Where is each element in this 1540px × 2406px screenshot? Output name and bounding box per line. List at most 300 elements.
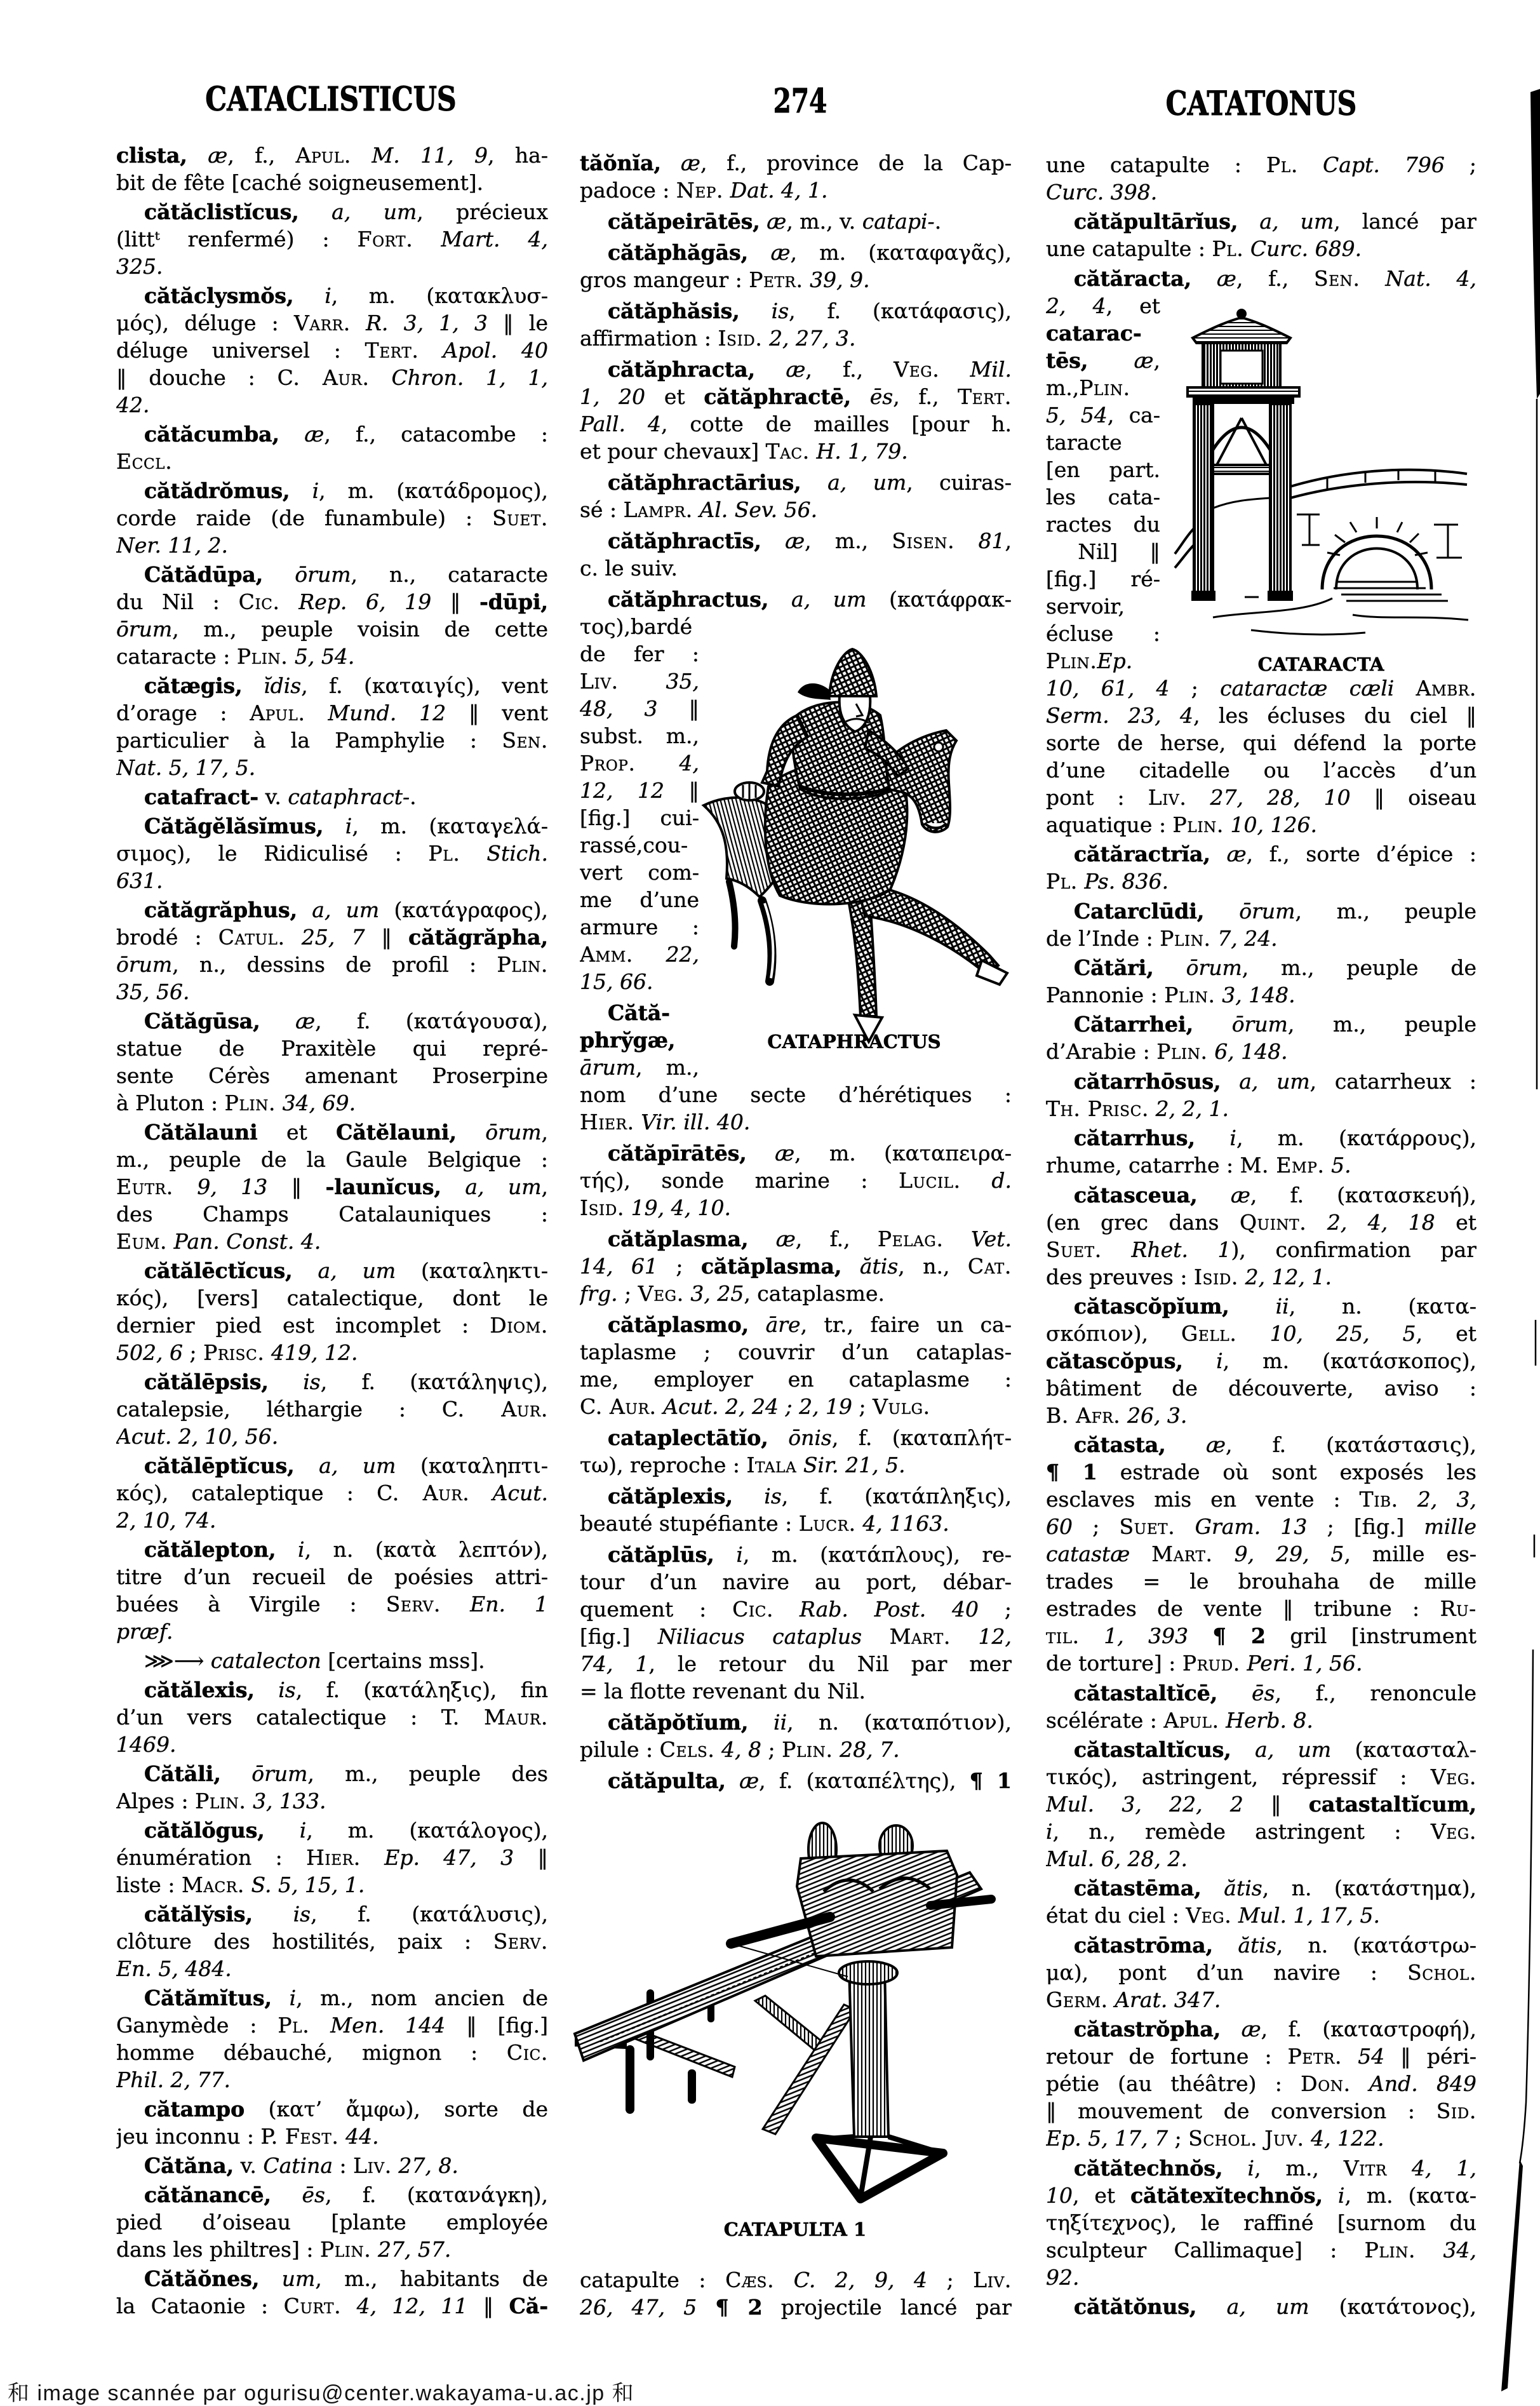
dictionary-entry xyxy=(116,420,548,475)
text-run: 27, 8. xyxy=(398,2153,459,2178)
text-run: Petr. xyxy=(1287,2044,1342,2069)
text-run: 26, 47, 5 xyxy=(580,2295,697,2320)
text-run: une catapulte : xyxy=(1046,236,1212,262)
text-run: catalepsie, léthargie : xyxy=(116,1397,442,1421)
dictionary-entry xyxy=(580,1541,1012,1705)
entry-headline xyxy=(1046,2015,1476,2043)
text-run: Cătăgūsa, xyxy=(144,1009,260,1033)
text-run xyxy=(1238,1265,1245,1289)
text-run: Catul. xyxy=(218,925,285,950)
text-run: cătăplasmo, xyxy=(608,1312,749,1337)
text-run xyxy=(361,1845,384,1870)
text-run: 10, 25, 5 xyxy=(1269,1321,1416,1346)
text-run: catalecton xyxy=(210,1648,321,1673)
cataphractus-illustration xyxy=(699,635,1010,1042)
text-run: tăŏnĭa, xyxy=(580,151,662,175)
text-run: Lucil. xyxy=(899,1168,961,1193)
dictionary-entry xyxy=(116,1452,548,1534)
text-run: 10, 61, 4 xyxy=(1046,675,1170,701)
entry-headline xyxy=(116,1536,548,1563)
text-run: cataractæ cæli xyxy=(1220,675,1395,701)
text-run: 4, 1163. xyxy=(862,1511,949,1536)
entry-headline xyxy=(116,1984,548,2012)
entry-line xyxy=(580,2266,1012,2294)
text-run: Plin. xyxy=(236,644,288,669)
text-run: i xyxy=(1229,1126,1236,1151)
entry-line xyxy=(1046,1763,1476,1791)
text-run xyxy=(280,589,299,614)
text-run xyxy=(851,384,870,409)
text-run: Cătăŏnes, xyxy=(144,2266,260,2291)
text-run: Mul. 6, 28, 2. xyxy=(1046,1846,1188,1872)
text-run xyxy=(1304,2126,1311,2151)
text-run: Isid. xyxy=(580,1195,625,1220)
text-run: cătastaltĭcus, xyxy=(1074,1737,1231,1763)
entry-line xyxy=(580,1623,1012,1650)
entry-line xyxy=(580,496,1012,523)
text-run: subst. m., xyxy=(580,723,699,748)
text-run: (littᵗ renfermé) : xyxy=(116,227,358,252)
text-run: ; xyxy=(761,1737,782,1762)
text-run xyxy=(392,2153,399,2178)
entry-line xyxy=(116,1339,548,1366)
entry-line xyxy=(116,337,548,364)
entry-line xyxy=(116,1844,548,1871)
text-run: ractes du xyxy=(1046,511,1160,537)
text-run: 35, xyxy=(666,669,699,694)
text-run: v. xyxy=(234,2153,264,2178)
text-run: i xyxy=(299,1818,307,1843)
entry-line xyxy=(580,886,699,913)
text-run: à Pluton : xyxy=(116,1091,225,1115)
text-run: τω), reproche : xyxy=(580,1453,747,1477)
text-run: 325. xyxy=(116,254,163,279)
text-run: Mart. 4, xyxy=(441,227,548,252)
dictionary-entry xyxy=(1046,1874,1476,1929)
text-run xyxy=(1243,236,1250,261)
text-run: a, um xyxy=(318,1258,396,1283)
text-run xyxy=(441,1592,470,1616)
entry-line xyxy=(116,448,548,475)
text-run: . xyxy=(934,209,942,234)
entry-headline xyxy=(580,1225,1012,1253)
entry-headline xyxy=(116,282,548,309)
text-run: cătăphractē, xyxy=(704,384,852,409)
text-run xyxy=(351,143,372,168)
text-run: d’un vers catalectique : xyxy=(116,1705,441,1730)
text-run xyxy=(271,2182,302,2207)
text-run: Cătă- xyxy=(608,1000,670,1025)
text-run: servoir, xyxy=(1046,593,1125,619)
text-run: 12, 12 xyxy=(580,778,664,803)
text-run: σιμος), le Ridiculisé : xyxy=(116,841,429,866)
entry-line xyxy=(580,1451,1012,1479)
dictionary-entry xyxy=(580,297,1012,352)
text-run: pétie (au théâtre) : xyxy=(1046,2071,1301,2097)
dictionary-entry xyxy=(116,198,548,280)
text-run xyxy=(768,587,791,612)
water xyxy=(1213,582,1468,635)
text-run: En. 1 xyxy=(470,1592,548,1616)
text-run: , f. (κατάληψις), xyxy=(320,1369,548,1394)
text-run: Peri. 1, 56. xyxy=(1247,1651,1363,1676)
text-run: cătăpeirātēs, xyxy=(608,209,760,234)
text-run: æ xyxy=(770,240,791,265)
text-run: aquatique : xyxy=(1046,812,1173,837)
entry-headline xyxy=(580,999,699,1026)
entry-line xyxy=(116,1173,548,1200)
text-run: Fort. xyxy=(357,227,413,252)
text-run xyxy=(773,1597,800,1622)
text-run: Eutr. xyxy=(116,1174,173,1199)
text-run: d’Arabie : xyxy=(1046,1039,1157,1065)
scan-credit: 和 image scannée par ogurisu@center.wakayama-u.ac.jp 和 xyxy=(8,2381,635,2405)
text-run: , m. (κατάπλους), re- xyxy=(742,1542,1012,1567)
entry-line xyxy=(580,1736,1012,1763)
page-number: 274 xyxy=(773,82,827,121)
entry-line xyxy=(1046,456,1160,483)
text-run: Varr. xyxy=(294,311,351,335)
text-run: ēs xyxy=(1251,1680,1275,1705)
text-run xyxy=(285,925,302,950)
text-run: , m., peuple xyxy=(1287,1012,1476,1037)
text-run: Acut. 2, 10, 56. xyxy=(116,1424,279,1449)
entry-line xyxy=(116,1871,548,1899)
text-run: Plin. xyxy=(195,1789,246,1813)
text-run: i xyxy=(289,1986,297,2010)
dictionary-entry xyxy=(116,142,548,196)
text-run: catastaltĭcum, xyxy=(1308,1792,1476,1817)
entry-line xyxy=(1046,1595,1476,1622)
entry-line xyxy=(580,2294,1012,2321)
entry-headline xyxy=(1046,954,1476,981)
text-run: Acut. 2, 24 ; 2, 19 xyxy=(663,1394,853,1419)
entry-headline xyxy=(1046,1124,1476,1152)
text-run: æ xyxy=(1205,1432,1226,1458)
entry-line xyxy=(116,1228,548,1255)
text-run: , f., xyxy=(1236,265,1314,291)
text-run: ēs xyxy=(869,384,894,409)
entry-line xyxy=(116,1423,548,1450)
text-run: Rhet. 1 xyxy=(1131,1237,1231,1262)
text-run: Cels. xyxy=(659,1737,715,1762)
text-run: i xyxy=(345,814,352,838)
text-run xyxy=(768,1425,789,1450)
entry-line xyxy=(1046,981,1476,1009)
text-run: Lucr. xyxy=(798,1511,856,1536)
entry-line xyxy=(116,2292,548,2320)
entry-headline xyxy=(580,469,1012,496)
text-run: cătătŏnus, xyxy=(1074,2294,1197,2320)
support-struts xyxy=(755,1996,855,2134)
entry-headline xyxy=(116,896,548,924)
text-run: Gell. xyxy=(1181,1321,1237,1346)
entry-line xyxy=(1046,1540,1476,1568)
text-run xyxy=(954,528,978,553)
entry-line xyxy=(580,1338,1012,1366)
text-run xyxy=(1351,2071,1369,2096)
text-run: cataplectātĭo, xyxy=(608,1425,768,1450)
dictionary-entry xyxy=(580,469,1012,523)
text-run: Ep. 47, 3 xyxy=(384,1845,514,1870)
text-run xyxy=(351,311,366,335)
entry-headline xyxy=(1046,1431,1476,1458)
text-run xyxy=(1231,1903,1238,1928)
text-run xyxy=(221,1761,251,1786)
entry-line xyxy=(580,266,1012,293)
text-run: Petr. xyxy=(749,267,803,292)
text-run xyxy=(1080,1623,1104,1648)
text-run: cătăphractārius, xyxy=(608,470,801,495)
text-run: tour d’un navire au port, débar- xyxy=(580,1569,1012,1594)
text-run xyxy=(748,1227,775,1251)
entry-line xyxy=(116,532,548,559)
text-run: catastæ xyxy=(1046,1542,1130,1567)
text-run xyxy=(276,1091,283,1115)
dictionary-entry xyxy=(116,896,548,1005)
text-run: 1469. xyxy=(116,1732,177,1757)
text-run: 4, 1, xyxy=(1412,2155,1476,2181)
entry-line xyxy=(116,364,548,391)
text-run: ōrum xyxy=(1186,955,1242,980)
text-run: Amm. xyxy=(580,942,634,967)
text-run xyxy=(295,1453,319,1478)
text-run: Plin. xyxy=(1364,2237,1416,2262)
text-run xyxy=(862,1624,889,1649)
entry-line xyxy=(580,695,699,722)
text-run: 3, 25 xyxy=(690,1281,744,1306)
text-run xyxy=(1224,812,1231,837)
text-run: quement : xyxy=(580,1597,733,1622)
text-run xyxy=(1342,2044,1358,2069)
text-run: cătastaltĭcē, xyxy=(1074,1680,1218,1705)
text-run xyxy=(761,528,785,553)
entry-line xyxy=(1046,1374,1476,1402)
text-run: 1, 393 xyxy=(1104,1623,1189,1649)
dictionary-entry xyxy=(1046,2293,1476,2320)
text-run: Tib. xyxy=(1359,1487,1398,1512)
text-run: titre d’un recueil de poésies attri- xyxy=(116,1564,548,1589)
entry-line xyxy=(116,978,548,1005)
text-run: buées à Virgile : xyxy=(116,1592,386,1616)
text-run: ii xyxy=(1275,1293,1289,1319)
entry-headline xyxy=(580,1541,1012,1568)
entry-line xyxy=(116,1200,548,1228)
entry-line xyxy=(116,1507,548,1534)
text-run xyxy=(723,178,730,203)
text-run: ōrum xyxy=(251,1761,308,1786)
text-run xyxy=(341,2294,356,2318)
text-run: , f. (κατάληξις), fin xyxy=(295,1677,548,1702)
text-run: i xyxy=(1216,1348,1223,1373)
text-run: T. Maur. xyxy=(441,1705,548,1730)
text-run: ătis xyxy=(1224,1876,1262,1901)
dictionary-entry xyxy=(1046,1736,1476,1872)
text-run: C. Aur. xyxy=(277,365,370,390)
text-run: Mil. xyxy=(970,357,1012,382)
entry-line xyxy=(1046,1791,1476,1818)
entry-line xyxy=(116,1395,548,1423)
entry-line xyxy=(580,722,699,749)
text-run: cătănancē, xyxy=(144,2182,272,2207)
text-run: Serv. xyxy=(385,1592,441,1616)
entry-line xyxy=(1046,1818,1476,1845)
text-run: , f., catacombe : xyxy=(324,422,548,447)
text-run: nom d’une secte d’hérétiques : xyxy=(580,1082,1012,1107)
text-run: d’une citadelle ou l’accès d’un xyxy=(1046,757,1476,783)
text-run: Niliacus cataplus xyxy=(657,1624,862,1649)
text-run: i xyxy=(1337,2182,1345,2208)
text-run xyxy=(1394,676,1416,701)
text-run xyxy=(279,422,304,447)
text-run: Liv. xyxy=(580,669,619,694)
dictionary-entry xyxy=(580,208,1012,235)
text-run: me d’une xyxy=(580,887,699,912)
text-run: (κατ’ ἄμφω), sorte de xyxy=(244,2097,548,2121)
entry-line xyxy=(1046,1622,1476,1650)
text-run: P. Fest. xyxy=(260,2124,339,2149)
text-run: homme débauché, mignon : xyxy=(116,2040,507,2065)
entry-headline xyxy=(580,527,1012,554)
text-run: jeu inconnu : xyxy=(116,2124,261,2149)
text-run: ārum xyxy=(580,1055,636,1080)
text-run xyxy=(1191,266,1217,291)
text-run: la Cataonie : xyxy=(116,2294,284,2318)
text-run: Curc. 398. xyxy=(1046,180,1158,205)
text-run: 4, 122. xyxy=(1311,2126,1384,2151)
text-run: bit de fête [caché soigneusement]. xyxy=(116,170,484,195)
text-run xyxy=(1238,209,1259,234)
entry-line xyxy=(1046,1320,1476,1347)
text-run: catafract- xyxy=(144,784,259,809)
entry-headline xyxy=(580,1139,1012,1167)
text-run: , f. (κατάπληξις), xyxy=(781,1484,1012,1509)
text-run xyxy=(1208,1039,1215,1064)
text-run: cătăpultārĭus, xyxy=(1074,209,1238,234)
text-run xyxy=(339,2124,346,2149)
text-run: C. Aur. xyxy=(377,1481,470,1505)
text-run: cătătexĭtechnŏs, xyxy=(1130,2182,1323,2208)
text-run: ătis xyxy=(859,1254,899,1279)
text-run xyxy=(1166,1432,1206,1457)
text-run: a, um xyxy=(331,199,417,224)
entry-headline xyxy=(580,1767,1012,1794)
entry-line xyxy=(580,1167,1012,1194)
text-run: Pl. xyxy=(1046,869,1078,894)
entry-line xyxy=(1046,1986,1476,2013)
entry-line xyxy=(116,1955,548,1982)
text-run: cătascŏpus, xyxy=(1046,1348,1183,1373)
text-run: , f. (κατανάγκη), xyxy=(325,2182,548,2207)
text-run xyxy=(173,1174,197,1199)
text-run: cătastrŏpha, xyxy=(1074,2017,1221,2042)
text-run: , f. (καταιγίς), vent xyxy=(301,673,548,698)
entry-headline xyxy=(116,561,548,588)
text-run: projectile lancé par xyxy=(762,2295,1012,2320)
text-run xyxy=(370,365,392,390)
entry-line xyxy=(116,225,548,253)
text-run: Macr. xyxy=(181,1872,245,1897)
bridge xyxy=(1175,469,1467,589)
text-run: liste : xyxy=(116,1872,182,1897)
text-run xyxy=(1154,955,1186,980)
text-run: ‖ xyxy=(365,925,409,950)
text-run: cătarrhus, xyxy=(1074,1126,1195,1151)
text-run: Pl. xyxy=(278,2013,310,2038)
text-run xyxy=(1188,1623,1212,1648)
text-run xyxy=(714,1542,737,1567)
text-run xyxy=(755,357,786,382)
text-run: a, um xyxy=(791,587,867,612)
text-run: ¶ 2 xyxy=(715,2295,763,2320)
entry-line xyxy=(1046,1959,1476,1986)
text-run: Vulg. xyxy=(873,1394,930,1419)
entry-line xyxy=(580,1108,1012,1136)
text-run: [fig.] xyxy=(580,1624,658,1649)
entry-headline xyxy=(1046,2293,1476,2320)
text-run xyxy=(272,1986,290,2010)
text-run xyxy=(290,478,312,503)
entry-line xyxy=(116,2012,548,2039)
entry-headline xyxy=(116,2265,548,2292)
horse-fore-leg xyxy=(857,884,998,976)
entry-line xyxy=(116,1618,548,1645)
text-run: Apol. 40 xyxy=(443,338,548,363)
text-run: Eccl. xyxy=(116,449,173,474)
text-run: (κατάτονος), xyxy=(1309,2294,1476,2320)
dictionary-entry xyxy=(116,477,548,559)
text-run: Ner. 11, 2. xyxy=(116,533,228,558)
dictionary-entry xyxy=(1046,897,1476,952)
text-run: Eum. xyxy=(116,1229,168,1254)
text-run xyxy=(684,1281,691,1306)
text-run: , m. (κατάδρομος), xyxy=(319,478,548,503)
entry-line xyxy=(580,177,1012,204)
entry-line xyxy=(580,1510,1012,1537)
text-run xyxy=(293,1258,318,1283)
entry-headline xyxy=(116,1007,548,1035)
text-run xyxy=(371,2237,378,2262)
text-run: , et xyxy=(1106,293,1160,318)
entry-line xyxy=(580,554,1012,582)
entry-line xyxy=(1046,374,1160,401)
text-run: 1, 20 xyxy=(580,384,646,409)
text-run: B. Afr. xyxy=(1046,1402,1121,1428)
text-run: Th. Prisc. xyxy=(1046,1096,1149,1121)
text-run: ; xyxy=(1073,1514,1120,1540)
text-run: ; xyxy=(657,1254,701,1279)
dictionary-entry xyxy=(116,1119,548,1255)
text-run xyxy=(1202,1876,1224,1900)
text-run xyxy=(413,227,441,252)
text-run: , f. (καταπλήτ- xyxy=(831,1425,1012,1450)
entry-headline xyxy=(1046,1068,1476,1095)
text-run: 2, 4, 18 xyxy=(1327,1209,1435,1235)
entry-line xyxy=(116,1563,548,1590)
text-run xyxy=(305,701,328,725)
text-run: Plin. xyxy=(497,952,548,977)
entry-headline xyxy=(1046,1932,1476,1959)
text-run: 2, 4 xyxy=(1046,293,1106,318)
entry-line xyxy=(116,1928,548,1955)
entry-headline xyxy=(580,356,1012,383)
text-run: , m., habitants de xyxy=(315,2266,548,2291)
entry-line xyxy=(1046,1568,1476,1595)
entry-headline xyxy=(116,1119,548,1146)
text-run: , tr., faire un ca- xyxy=(800,1312,1012,1337)
text-run: Isid. xyxy=(718,326,763,351)
text-run xyxy=(253,1902,293,1926)
